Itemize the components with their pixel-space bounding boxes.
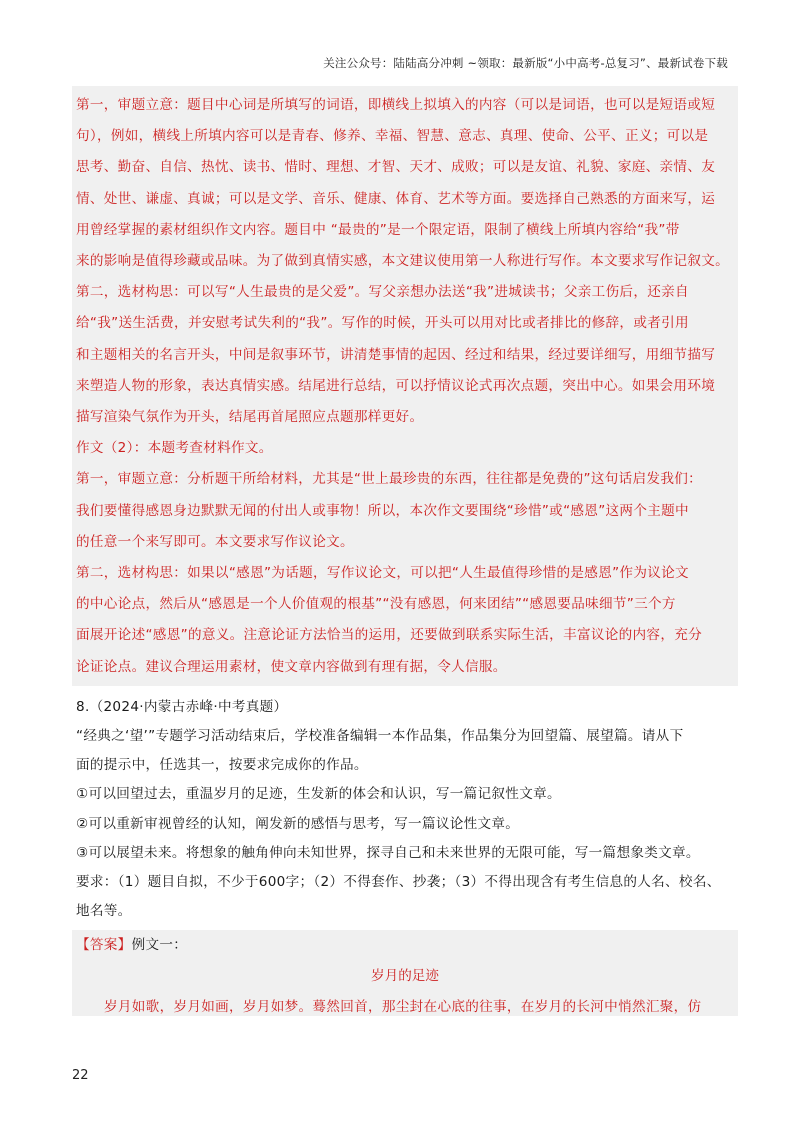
question-source: （2024·内蒙古赤峰·中考真题）: [89, 699, 288, 715]
question-line: ①可以回望过去，重温岁月的足迹，生发新的体会和认识，写一篇记叙性文章。: [76, 786, 561, 803]
question-line: ②可以重新审视曾经的认知，阐发新的感悟与思考，写一篇议论性文章。: [76, 815, 520, 832]
answer-heading: [76, 932, 736, 958]
question-line: 要求：（1）题目自拟，不少于600字；（2）不得套作、抄袭；（3）不得出现含有考生信息的人名、校名、: [76, 874, 721, 890]
analysis-line: 第一，审题立意：题目中心词是所填写的词语，即横线上拟填入的内容（可以是词语，也可以是短语或短: [76, 97, 716, 113]
analysis-line: 思考、勤奋、自信、热忱、读书、惜时、理想、才智、天才、成败；可以是友谊、礼貌、家庭、亲情、友: [76, 159, 716, 176]
page-number: 22: [72, 1068, 89, 1083]
analysis-line: 面展开论述“感恩”的意义。注意论证方法恰当的运用，还要做到联系实际生活，丰富议论的内容，充分: [76, 627, 703, 644]
analysis-line: 第二，选材构思：可以写“人生最贵的是父爱”。写父亲想办法送“我”进城读书；父亲工伤后，还亲自: [76, 284, 689, 301]
analysis-line: 来的影响是值得珍藏或品味。为了做到真情实感，本文建议使用第一人称进行写作。本文要求写作记叙文。: [76, 253, 730, 269]
question-heading: [76, 694, 736, 720]
analysis-line: 用曾经掌握的素材组织作文内容。题目中 “最贵的”是一个限定语，限制了横线上所填内容给“我”带: [76, 221, 680, 238]
analysis-line: 我们要懂得感恩身边默默无闻的付出人或事物！所以，本次作文要围绕“珍惜”或“感恩”这两个主题中: [76, 502, 689, 519]
analysis-line: 第二，选材构思：如果以“感恩”为话题，写作议论文，可以把“人生最值得珍惜的是感恩”作为议论文: [76, 565, 689, 581]
answer-label: 例文一：: [131, 937, 188, 953]
analysis-line: 论证论点。建议合理运用素材，使文章内容做到有理有据，令人信服。: [76, 658, 507, 675]
analysis-line: 的任意一个来写即可。本文要求写作议论文。: [76, 533, 354, 550]
analysis-line: 作文（2）：本题考查材料作文。: [76, 440, 273, 457]
analysis-line: 描写渲染气氛作为开头，结尾再首尾照应点题那样更好。: [76, 409, 424, 425]
essay-first-line: 岁月如歌，岁月如画，岁月如梦。蓦然回首，那尘封在心底的往事，在岁月的长河中悄然汇聚，仿: [104, 999, 702, 1015]
analysis-line: 第一，审题立意：分析题干所给材料，尤其是“世上最珍贵的东西，往往都是免费的”这句话启发我们：: [76, 471, 703, 488]
analysis-line: 句），例如，横线上所填内容可以是青春、修养、幸福、智慧、意志、真理、使命、公平、正义；可以是: [76, 128, 709, 145]
analysis-line: 给“我”送生活费，并安慰考试失利的“我”。写作的时候，开头可以用对比或者排比的修辞，或者引用: [76, 315, 689, 332]
analysis-line: 情、处世、谦虚、真诚；可以是文学、音乐、健康、体育、艺术等方面。要选择自己熟悉的方面来写，运: [76, 190, 716, 207]
question-line: “经典之‘望’”专题学习活动结束后，学校准备编辑一本作品集，作品集分为回望篇、展望篇。请从下: [76, 728, 684, 744]
page-header: 关注公众号：陆陆高分冲刺 ~领取：最新版“小中高考-总复习”、最新试卷下载: [323, 56, 728, 70]
analysis-line: 和主题相关的名言开头，中间是叙事环节，讲清楚事情的起因、经过和结果，经过要详细写，用细节描写: [76, 346, 716, 363]
essay-title: 岁月的足迹: [371, 968, 439, 984]
answer-tag: 【答案】: [76, 937, 132, 953]
question-line: ③可以展望未来。将想象的触角伸向未知世界，探寻自己和未来世界的无限可能，写一篇想象类文章。: [76, 844, 700, 861]
question-number: 8.: [76, 699, 90, 715]
question-line: 面的提示中，任选其一，按要求完成你的作品。: [76, 757, 368, 774]
analysis-line: 来塑造人物的形象，表达真情实感。结尾进行总结，可以抒情议论式再次点题，突出中心。如果会用环境: [76, 377, 716, 394]
analysis-line: 的中心论点，然后从“感恩是一个人价值观的根基”“没有感恩，何来团结”“感恩要品味细节”三个方: [76, 596, 676, 613]
question-line: 地名等。: [76, 903, 132, 920]
